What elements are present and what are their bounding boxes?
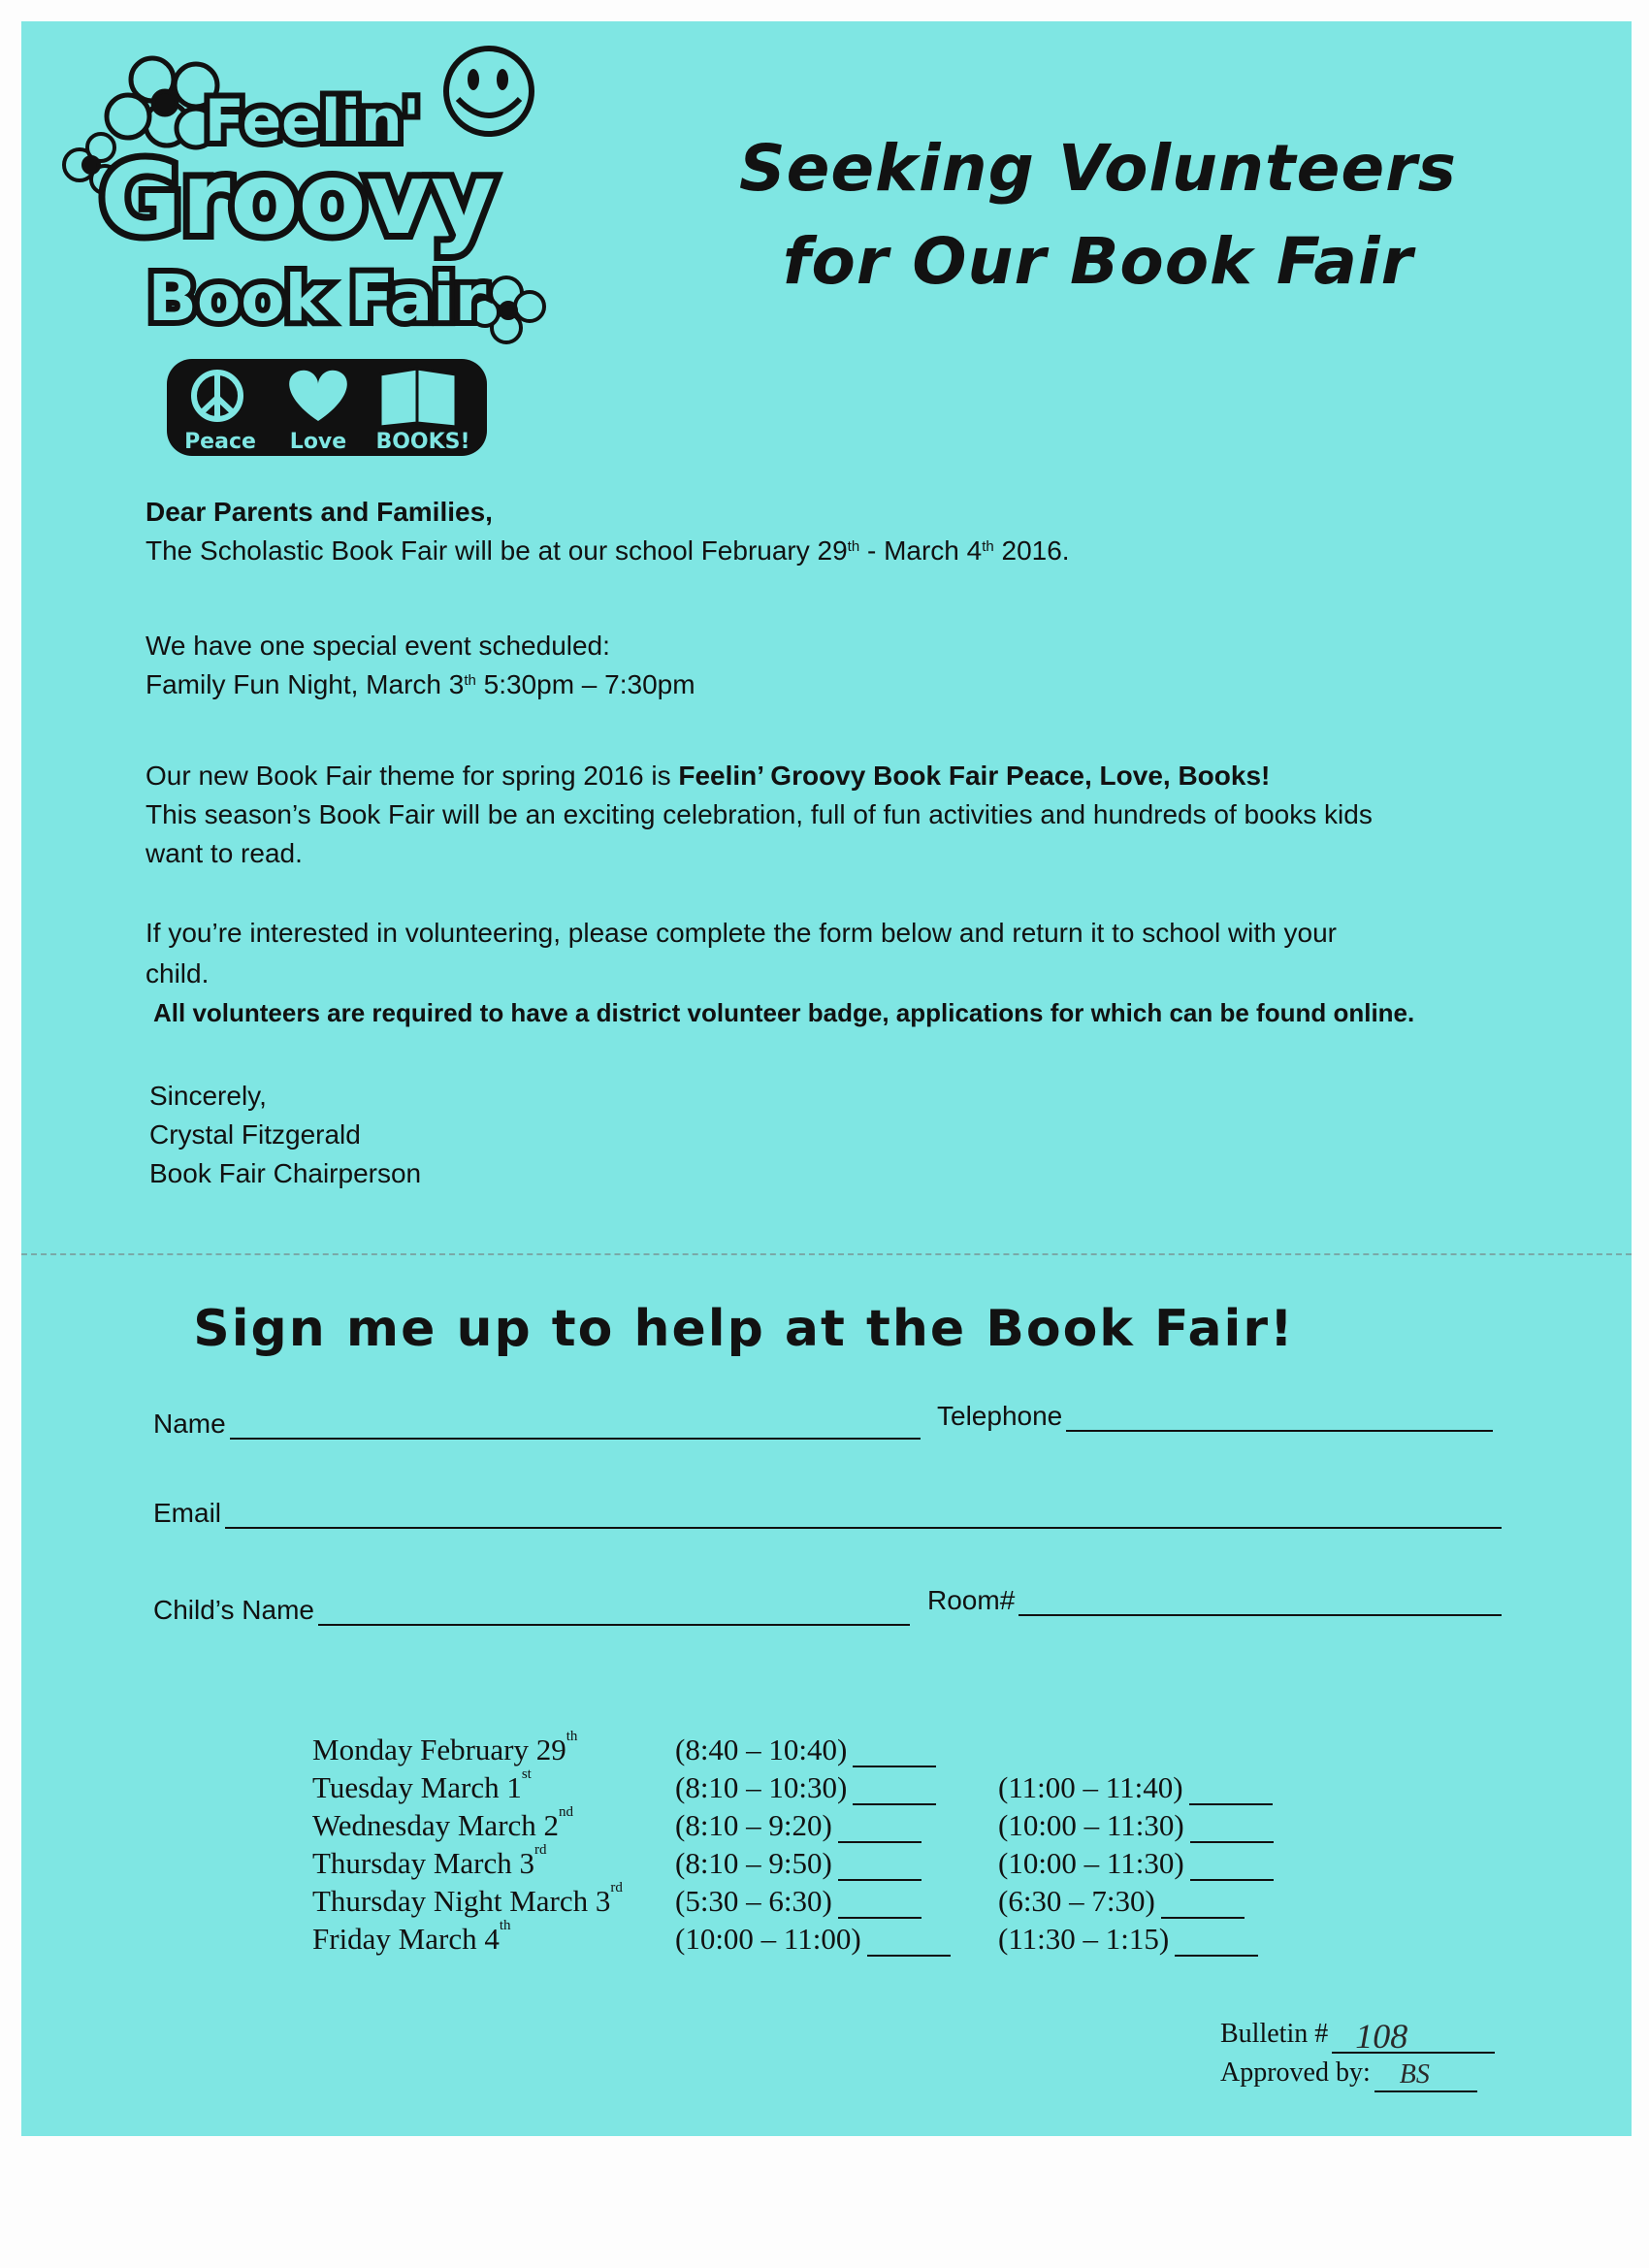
time-slot[interactable]: (8:10 – 9:20): [675, 1808, 998, 1843]
closing: Sincerely,: [149, 1081, 267, 1111]
event-intro: We have one special event scheduled:: [146, 631, 610, 661]
time-slot[interactable]: (11:00 – 11:40): [998, 1770, 1321, 1805]
letter-volunteer: [146, 914, 1600, 1032]
badge-note: All volunteers are required to have a district volunteer badge, applications for which can be found online.: [153, 998, 1415, 1027]
room-field[interactable]: [927, 1585, 1502, 1616]
time-slot[interactable]: (8:40 – 10:40): [675, 1733, 998, 1767]
telephone-field[interactable]: [937, 1401, 1493, 1432]
smiley-icon: [446, 49, 532, 134]
bulletin-box: [1220, 2015, 1495, 2092]
tear-off-divider: [21, 1253, 1632, 1255]
page-title: [662, 122, 1535, 308]
open-book-icon: [380, 369, 456, 427]
room-label: Room#: [927, 1585, 1016, 1615]
time-slot-blank[interactable]: [838, 1856, 922, 1881]
name-field[interactable]: [153, 1409, 921, 1440]
schedule-row: [312, 1768, 1321, 1806]
feelin-groovy-logo: [50, 39, 555, 456]
time-slot[interactable]: (10:00 – 11:00): [675, 1922, 998, 1957]
time-slot-blank[interactable]: [1190, 1856, 1274, 1881]
letter-event: [146, 627, 1562, 704]
logo-feelin: Feelin': [204, 87, 421, 155]
logo-peace: Peace: [184, 430, 256, 454]
schedule-row: [312, 1728, 1321, 1768]
time-slot[interactable]: (10:00 – 11:30): [998, 1846, 1321, 1881]
signup-title: Sign me up to help at the Book Fair!: [193, 1300, 1295, 1358]
time-slot[interactable]: (11:30 – 1:15): [998, 1922, 1321, 1957]
schedule-day: Wednesday March 2nd: [312, 1803, 574, 1842]
season-line1: This season’s Book Fair will be an exciting celebration, full of fun activities and hundreds of books kids: [146, 799, 1373, 829]
time-slot[interactable]: (5:30 – 6:30): [675, 1884, 998, 1919]
schedule-row: [312, 1879, 1321, 1920]
child-name-input-line[interactable]: [318, 1595, 910, 1626]
letter-intro: [146, 493, 1562, 570]
volunteer-schedule: [312, 1728, 1321, 1958]
signer-name: Crystal Fitzgerald: [149, 1119, 361, 1150]
flyer-sheet: [21, 21, 1632, 2136]
telephone-input-line[interactable]: [1066, 1401, 1493, 1432]
name-input-line[interactable]: [230, 1409, 921, 1440]
letter-signature: [149, 1077, 925, 1193]
time-slot-blank[interactable]: [853, 1742, 936, 1767]
bulletin-number-row: [1220, 2015, 1495, 2054]
event-line: Family Fun Night, March 3th 5:30pm – 7:30pm: [146, 669, 695, 699]
salutation: Dear Parents and Families,: [146, 497, 493, 527]
time-slot[interactable]: (6:30 – 7:30): [998, 1884, 1321, 1919]
schedule-day: Friday March 4th: [312, 1917, 511, 1956]
signer-title: Book Fair Chairperson: [149, 1158, 422, 1188]
time-slot[interactable]: (10:00 – 11:30): [998, 1808, 1321, 1843]
time-slot-blank[interactable]: [1161, 1894, 1245, 1919]
logo-book-fair: Book Fair: [147, 261, 487, 336]
time-slot[interactable]: (8:10 – 9:50): [675, 1846, 998, 1881]
child-name-field[interactable]: [153, 1595, 910, 1626]
logo-love: Love: [289, 430, 347, 454]
schedule-day: Tuesday March 1st: [312, 1766, 532, 1804]
name-label: Name: [153, 1409, 226, 1439]
letter-theme: [146, 757, 1581, 873]
time-slot-blank[interactable]: [838, 1818, 922, 1843]
volunteer-line1: If you’re interested in volunteering, please complete the form below and return it to school with your: [146, 918, 1337, 948]
approved-by-row: [1220, 2054, 1495, 2092]
flower-icon: [107, 58, 217, 147]
theme-line: Our new Book Fair theme for spring 2016 is Feelin’ Groovy Book Fair Peace, Love, Books!: [146, 761, 1271, 791]
season-line2: want to read.: [146, 838, 303, 868]
headline-line1: Seeking Volunteers: [739, 131, 1457, 206]
email-field[interactable]: [153, 1498, 1502, 1529]
logo-books: BOOKS!: [375, 430, 470, 454]
telephone-label: Telephone: [937, 1401, 1063, 1431]
schedule-row: [312, 1803, 1321, 1844]
logo-groovy: Groovy: [100, 142, 496, 257]
time-slot-blank[interactable]: [853, 1780, 936, 1805]
schedule-day: Thursday March 3rd: [312, 1841, 547, 1880]
bulletin-number: 108: [1355, 2017, 1408, 2056]
time-slot-blank[interactable]: [838, 1894, 922, 1919]
approved-initials: BS: [1399, 2059, 1430, 2090]
schedule-day: Thursday Night March 3rd: [312, 1879, 623, 1918]
bulletin-label: Bulletin #: [1220, 2019, 1329, 2049]
time-slot-blank[interactable]: [1190, 1818, 1274, 1843]
time-slot-blank[interactable]: [1175, 1931, 1258, 1957]
schedule-row: [312, 1917, 1321, 1958]
approved-label: Approved by:: [1220, 2057, 1371, 2088]
fair-dates-line: The Scholastic Book Fair will be at our school February 29th - March 4th 2016.: [146, 535, 1070, 566]
email-label: Email: [153, 1498, 222, 1528]
schedule-day: Monday February 29th: [312, 1728, 578, 1766]
room-input-line[interactable]: [1018, 1585, 1502, 1616]
time-slot-blank[interactable]: [1189, 1780, 1273, 1805]
time-slot[interactable]: (8:10 – 10:30): [675, 1770, 998, 1805]
time-slot-blank[interactable]: [867, 1931, 951, 1957]
headline-line2: for Our Book Fair: [782, 224, 1414, 299]
child-name-label: Child’s Name: [153, 1595, 314, 1625]
volunteer-line2: child.: [146, 958, 210, 988]
schedule-row: [312, 1841, 1321, 1882]
email-input-line[interactable]: [225, 1498, 1502, 1529]
